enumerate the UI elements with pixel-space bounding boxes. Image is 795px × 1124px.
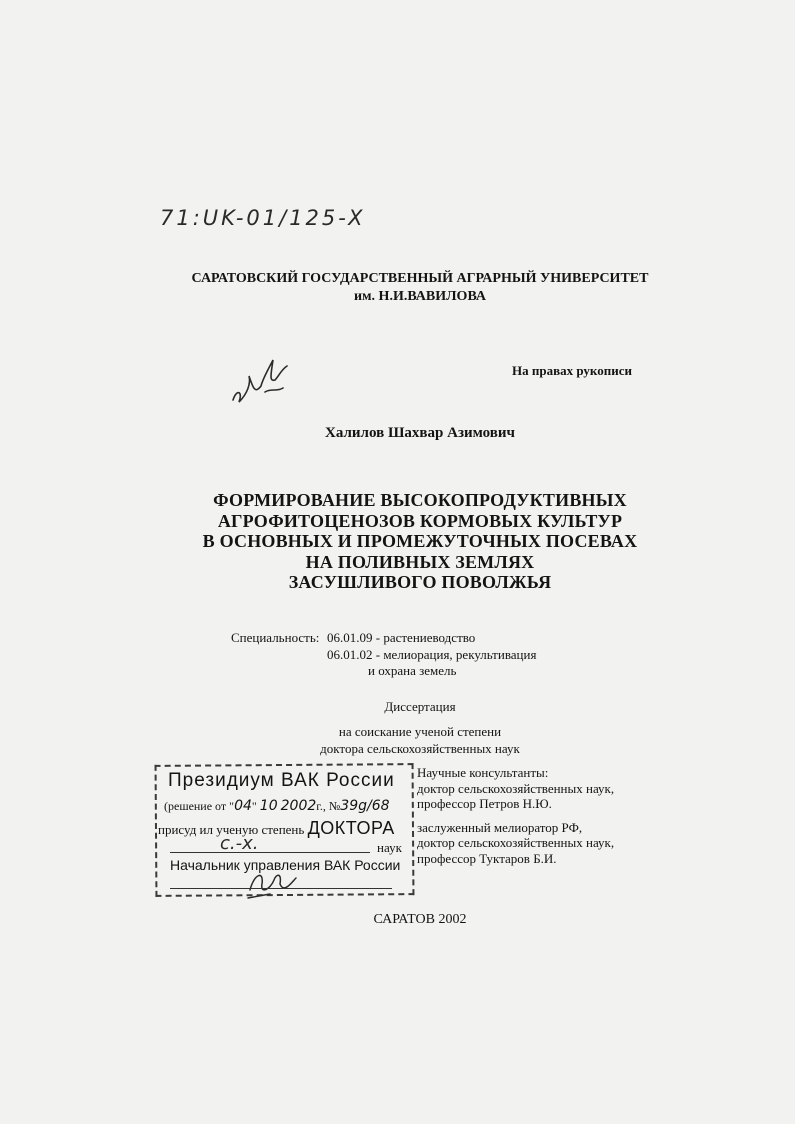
decision-year-suffix: г., №	[316, 799, 341, 813]
title-line: АГРОФИТОЦЕНОЗОВ КОРМОВЫХ КУЛЬТУР	[217, 510, 623, 531]
city-year: САРАТОВ 2002	[373, 912, 467, 927]
title-line: ФОРМИРОВАНИЕ ВЫСОКОПРОДУКТИВНЫХ	[213, 490, 627, 510]
stamp-award	[158, 818, 395, 839]
consultant-2-title: заслуженный мелиоратор РФ,	[417, 819, 583, 835]
decision-month: 10	[259, 798, 278, 814]
dissertation-degree	[150, 698, 690, 757]
author-name: Халилов Шахвар Азимович	[325, 425, 515, 441]
degree-purpose: на соискание ученой степени	[338, 724, 502, 739]
decision-number: 39g/68	[340, 798, 390, 814]
degree-name: доктора сельскохозяйственных наук	[320, 741, 520, 756]
consultant-2-name: профессор Туктаров Б.И.	[417, 850, 557, 866]
university-named-after: им. Н.И.ВАВИЛОВА	[353, 289, 487, 304]
consultants-block	[417, 765, 614, 866]
specialty-code-2: 06.01.02 - мелиорация, рекультивация	[327, 647, 537, 662]
specialty-code-1: 06.01.09 - растениеводство	[327, 630, 476, 645]
stamp-field-line	[170, 852, 370, 853]
stamp-field: с.-х.	[220, 833, 259, 854]
title-line: ЗАСУШЛИВОГО ПОВОЛЖЬЯ	[288, 572, 552, 592]
university-header	[150, 270, 690, 306]
consultants-heading: Научные консультанты:	[417, 765, 549, 780]
catalog-number: 71:UK-01/125-X	[160, 206, 366, 230]
author-signature	[225, 348, 300, 418]
stamp-sciences: наук	[377, 840, 402, 855]
consultant-1-name: профессор Петров Н.Ю.	[417, 796, 552, 811]
stamp-chief: Начальник управления ВАК России	[170, 857, 401, 873]
stamp-sign-line	[170, 888, 392, 889]
consultant-1-degree: доктор сельскохозяйственных наук,	[417, 780, 615, 796]
consultant-2-degree: доктор сельскохозяйственных наук,	[417, 835, 615, 850]
stamp-title: Президиум ВАК России	[168, 770, 395, 791]
specialty-label: Специальность:	[231, 630, 320, 645]
awarded-degree: ДОКТОРА	[307, 818, 395, 838]
decision-year: 2002	[280, 798, 317, 814]
awarded-text: присуд ил ученую степень	[158, 822, 305, 837]
chief-signature	[240, 860, 320, 900]
decision-day: 04	[234, 798, 252, 814]
university-name: САРАТОВСКИЙ ГОСУДАРСТВЕННЫЙ АГРАРНЫЙ УНИВЕРСИТЕТ	[191, 271, 649, 286]
manuscript-rights: На правах рукописи	[512, 363, 632, 378]
dissertation-title	[150, 490, 690, 593]
specialty-code-2-cont: и охрана земель	[368, 663, 457, 678]
decision-prefix: (решение от	[164, 799, 227, 813]
dissertation-label: Диссертация	[384, 699, 456, 714]
stamp-decision: (решение от "04" 10 2002г., №39g/68	[164, 798, 390, 814]
title-line: НА ПОЛИВНЫХ ЗЕМЛЯХ	[305, 551, 535, 572]
title-line: В ОСНОВНЫХ И ПРОМЕЖУТОЧНЫХ ПОСЕВАХ	[202, 531, 638, 551]
